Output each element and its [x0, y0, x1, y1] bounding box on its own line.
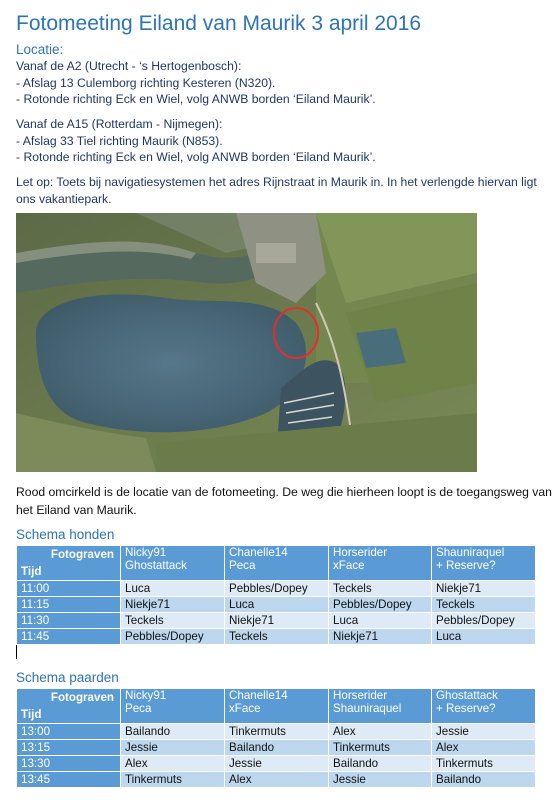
route-a15-line: - Afslag 33 Tiel richting Maurik (N853). — [16, 133, 223, 148]
time-cell: 13:30 — [17, 756, 121, 772]
table-row — [17, 629, 536, 645]
column-header: Shauniraquel + Reserve? — [432, 546, 536, 581]
table-cell: Pebbles/Dopey — [329, 597, 432, 613]
route-a15-line: Vanaf de A15 (Rotterdam - Nijmegen): — [16, 117, 223, 131]
table-row — [17, 772, 536, 788]
schema-paarden-table — [16, 688, 536, 788]
table-cell: Teckels — [432, 597, 536, 613]
route-a2-line: Vanaf de A2 (Utrecht - ‘s Hertogenbosch): — [16, 59, 242, 73]
route-a2 — [16, 58, 536, 108]
time-cell: 11:15 — [17, 597, 121, 613]
column-header: Chanelle14 Peca — [225, 546, 329, 581]
time-cell: 13:45 — [17, 772, 121, 788]
table-cell: Tinkermuts — [225, 724, 329, 740]
time-label: Tijd — [21, 708, 42, 721]
table-cell: Bailando — [432, 772, 536, 788]
table-cell: Luca — [225, 597, 329, 613]
table-cell: Bailando — [121, 724, 225, 740]
corner-header — [17, 546, 121, 581]
table-cell: Jessie — [225, 756, 329, 772]
navigation-note-line: Let op: Toets bij navigatiesystemen het adres Rijnstraat in Maurik in. In het verlengde hiervan ligt — [16, 175, 537, 189]
table-cell: Teckels — [121, 613, 225, 629]
table-cell: Tinkermuts — [121, 772, 225, 788]
column-header: Horserider xFace — [329, 546, 432, 581]
column-header: Chanelle14 xFace — [225, 689, 329, 724]
column-header: Nicky91 Peca — [121, 689, 225, 724]
photographers-label: Fotograven — [50, 691, 114, 704]
table-cell: Alex — [329, 724, 432, 740]
location-heading: Locatie: — [16, 42, 64, 57]
table-cell: Jessie — [432, 724, 536, 740]
table-cell: Tinkermuts — [329, 740, 432, 756]
table-cell: Alex — [432, 740, 536, 756]
time-cell: 13:15 — [17, 740, 121, 756]
route-a15-line: - Rotonde richting Eck en Wiel, volg ANWB borden ‘Eiland Maurik’. — [16, 150, 376, 164]
table-row — [17, 581, 536, 597]
table-row — [17, 724, 536, 740]
aerial-map-image — [16, 213, 477, 472]
map-caption-line: Rood omcirkeld is de locatie van de fotomeeting. De weg die hierheen loopt is de toegangsweg van — [16, 485, 552, 499]
map-caption-line: het Eiland van Maurik. — [16, 503, 137, 517]
route-a2-line: - Rotonde richting Eck en Wiel, volg ANWB borden ‘Eiland Maurik’. — [16, 92, 376, 106]
table-cell: Pebbles/Dopey — [225, 581, 329, 597]
table-row — [17, 740, 536, 756]
schema-honden-heading: Schema honden — [16, 527, 115, 542]
table-cell: Teckels — [225, 629, 329, 645]
photographers-label: Fotograven — [50, 548, 114, 561]
corner-header — [17, 689, 121, 724]
column-header: Horserider Shauniraquel — [329, 689, 432, 724]
table-cell: Luca — [121, 581, 225, 597]
table-cell: Alex — [121, 756, 225, 772]
time-cell: 11:30 — [17, 613, 121, 629]
table-cell: Luca — [329, 613, 432, 629]
navigation-note-line: ons vakantiepark. — [16, 191, 112, 206]
table-cell: Bailando — [329, 756, 432, 772]
route-a15 — [16, 116, 536, 166]
document-title: Fotomeeting Eiland van Maurik 3 april 2016 — [16, 12, 422, 35]
table-cell: Niekje71 — [121, 597, 225, 613]
time-cell: 11:00 — [17, 581, 121, 597]
time-cell: 13:00 — [17, 724, 121, 740]
table-cell: Jessie — [329, 772, 432, 788]
table-row — [17, 597, 536, 613]
time-cell: 11:45 — [17, 629, 121, 645]
route-a2-line: - Afslag 13 Culemborg richting Kesteren (N320). — [16, 75, 276, 90]
table-cell: Niekje71 — [225, 613, 329, 629]
column-header: Ghostattack + Reserve? — [432, 689, 536, 724]
table-cell: Bailando — [225, 740, 329, 756]
table-cell: Tinkermuts — [432, 756, 536, 772]
column-header: Nicky91 Ghostattack — [121, 546, 225, 581]
navigation-note — [16, 174, 536, 207]
table-cell: Luca — [432, 629, 536, 645]
table-row — [17, 756, 536, 772]
table-cell: Teckels — [329, 581, 432, 597]
schema-paarden-heading: Schema paarden — [16, 670, 119, 685]
table-row — [17, 613, 536, 629]
table-cell: Jessie — [121, 740, 225, 756]
aerial-map — [16, 213, 477, 472]
table-cell: Niekje71 — [432, 581, 536, 597]
text-cursor — [16, 645, 17, 659]
table-cell: Pebbles/Dopey — [121, 629, 225, 645]
table-cell: Pebbles/Dopey — [432, 613, 536, 629]
table-cell: Niekje71 — [329, 629, 432, 645]
table-cell: Alex — [225, 772, 329, 788]
time-label: Tijd — [21, 565, 42, 578]
schema-honden-table — [16, 545, 536, 645]
map-caption — [16, 483, 552, 519]
